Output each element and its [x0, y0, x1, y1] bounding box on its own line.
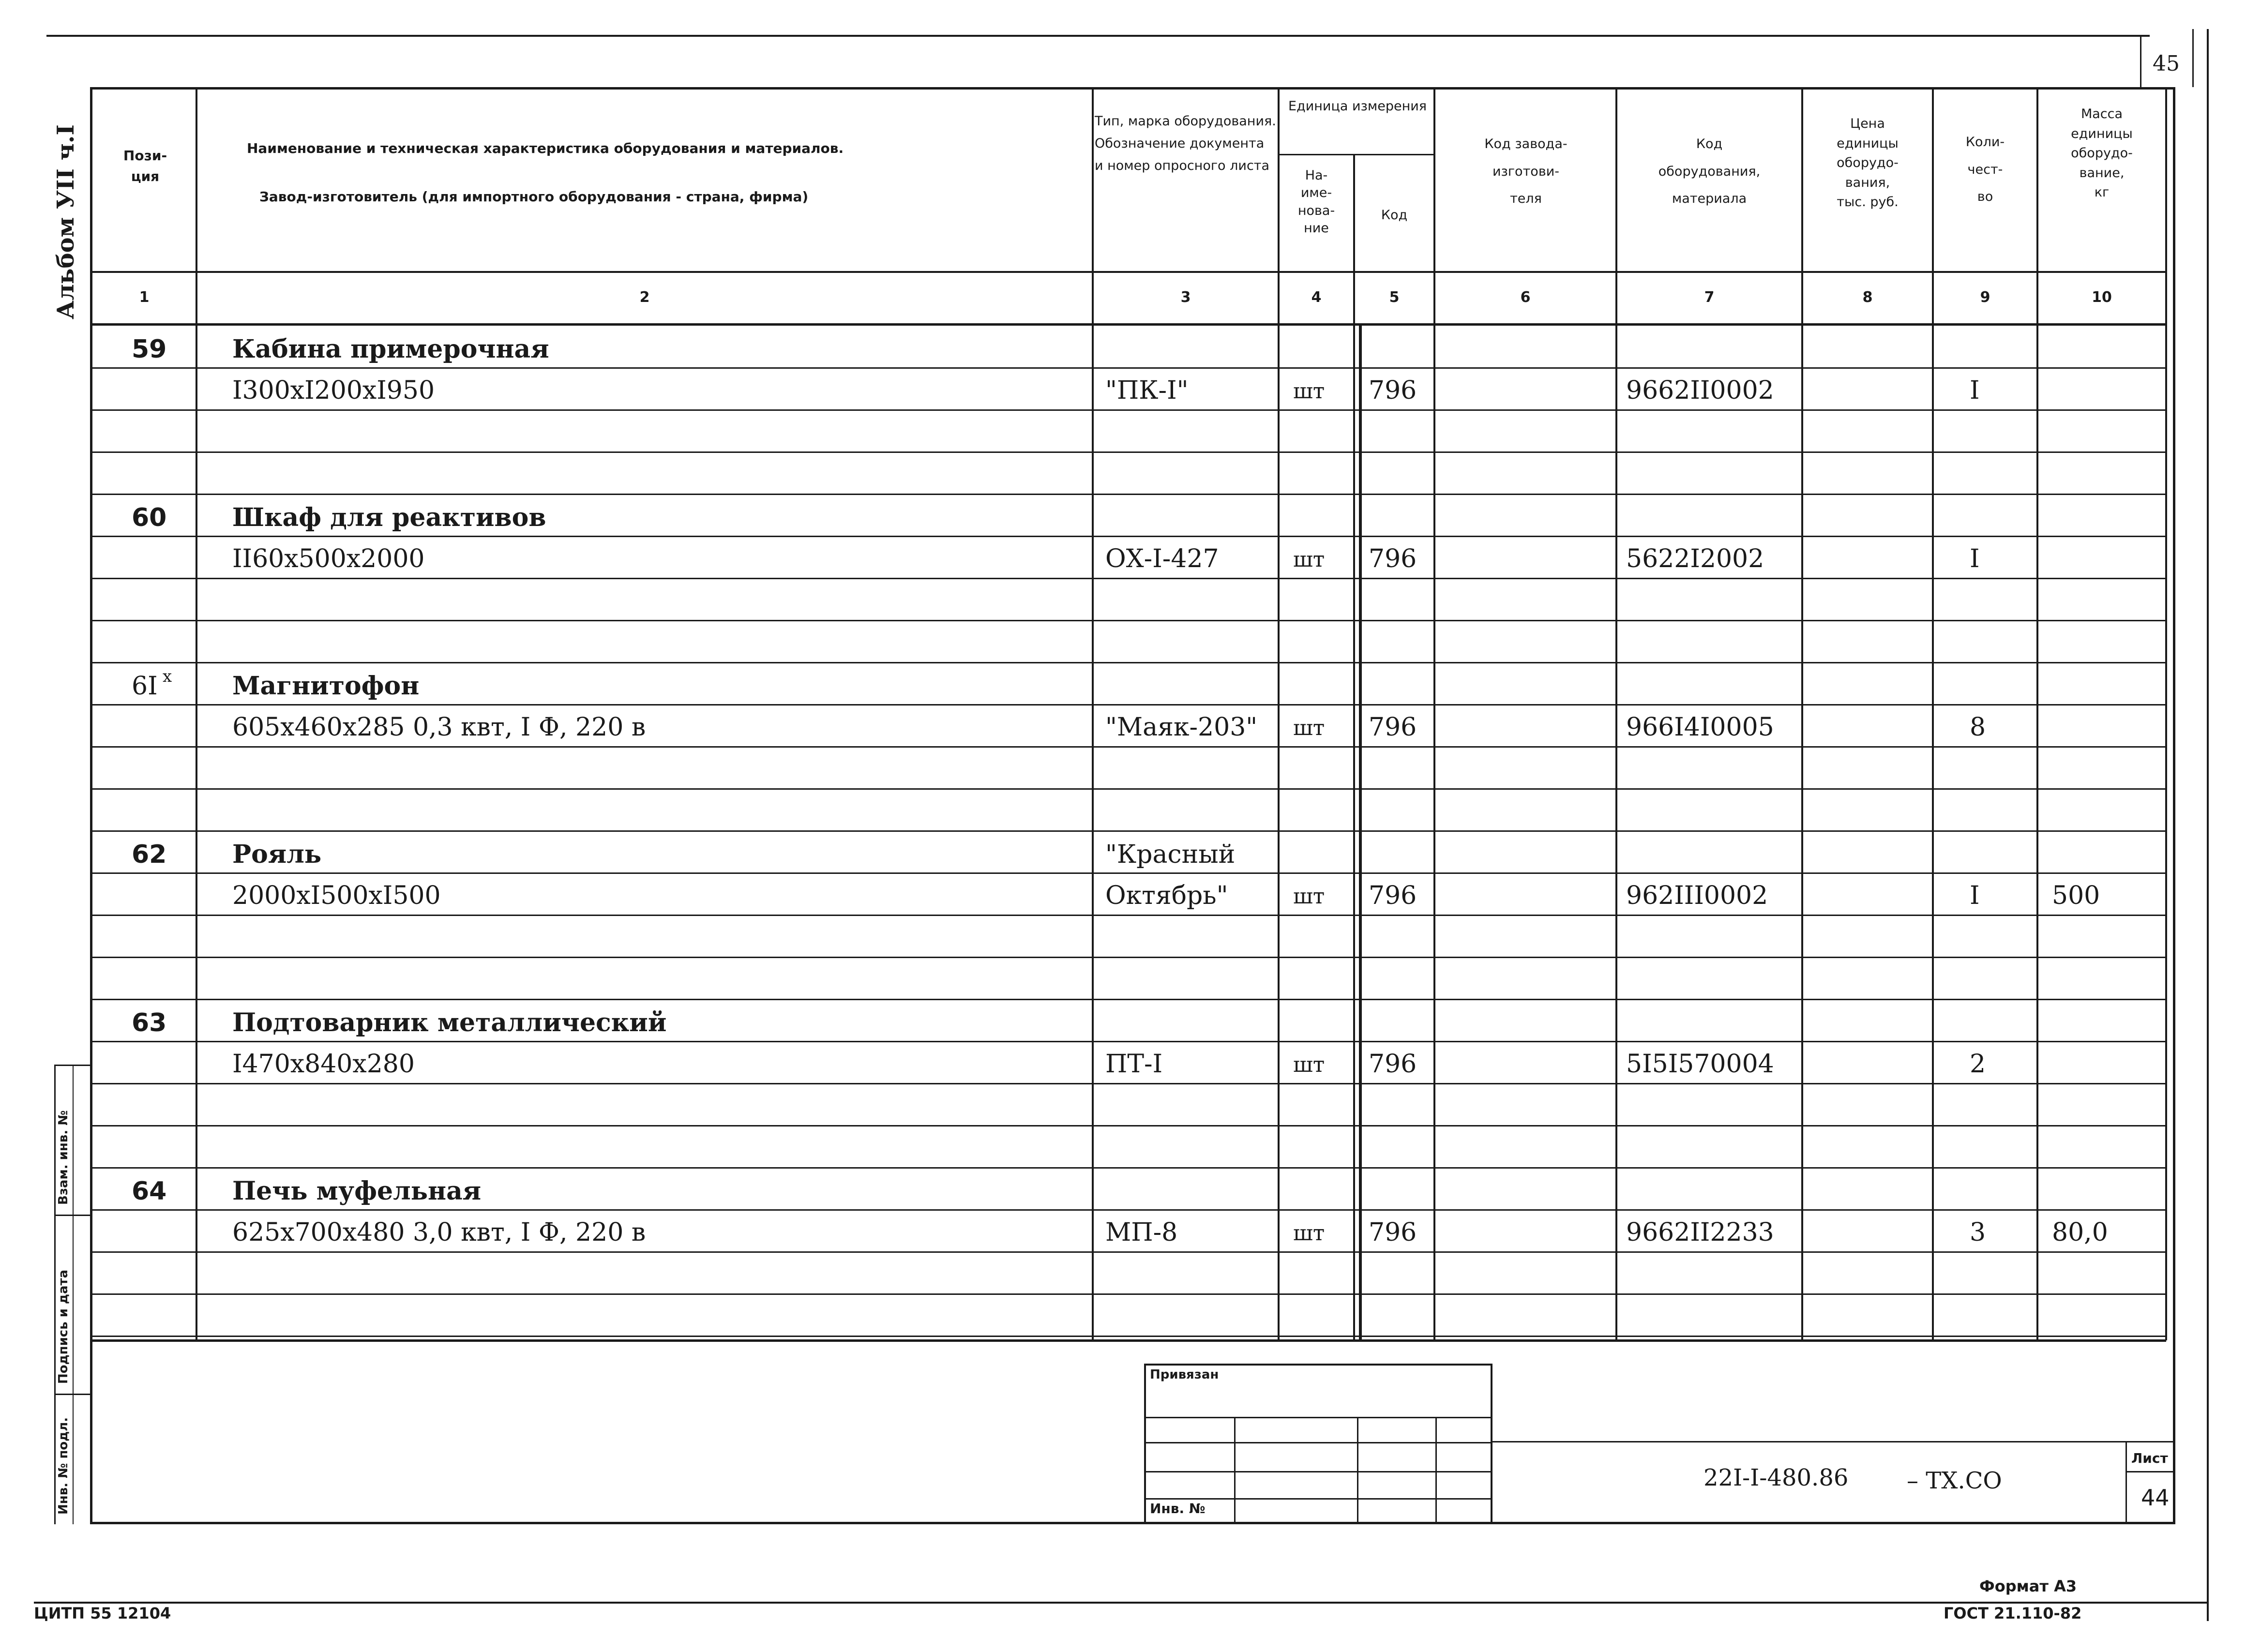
col-sep-6 [1615, 87, 1617, 1340]
item-quantity: 3 [1970, 1218, 1986, 1247]
colnum-8: 8 [1862, 289, 1873, 306]
frame-right [2173, 87, 2175, 1524]
row-rule [90, 536, 2166, 537]
item-spec: II60x500x2000 [232, 544, 425, 573]
side-stamp-inv: Инв. № подл. [56, 1417, 71, 1515]
item-unit: шт [1293, 1221, 1325, 1246]
table-bottom-rule [90, 1339, 2166, 1342]
item-equipment-code: 5I5I570004 [1626, 1050, 1774, 1079]
item-unit: шт [1293, 547, 1325, 572]
row-rule [90, 1209, 2166, 1211]
row-rule [90, 578, 2166, 579]
top-rule [46, 35, 2150, 37]
doc-box-top [1492, 1441, 2174, 1442]
colnum-10: 10 [2092, 289, 2112, 306]
item-position: 64 [132, 1177, 167, 1206]
item-spec: 625x700x480 3,0 квт, I Ф, 220 в [232, 1218, 646, 1247]
col-sep-2 [1092, 87, 1094, 1340]
colnum-6: 6 [1520, 289, 1531, 306]
item-name: Кабина примерочная [232, 334, 549, 364]
item-unit: шт [1293, 1052, 1325, 1077]
header-col10: Масса единицы оборудо- вание, кг [2071, 106, 2133, 200]
row-rule [90, 1041, 2166, 1042]
gost-label: ГОСТ 21.110-82 [1944, 1604, 2082, 1622]
row-rule [90, 451, 2166, 453]
row-rule [90, 494, 2166, 495]
colnum-1: 1 [139, 289, 150, 306]
colnum-2: 2 [639, 289, 650, 306]
item-equipment-code: 962III0002 [1626, 881, 1768, 910]
outer-right [2207, 29, 2209, 1621]
doc-suffix: – ТХ.СО [1907, 1467, 2002, 1494]
row-rule [90, 1125, 2166, 1126]
row-rule [90, 788, 2166, 790]
header-col5: Код [1381, 208, 1408, 223]
col-sep-5 [1433, 87, 1435, 1340]
col-sep-3 [1278, 87, 1280, 1340]
side-stamp-left [54, 1065, 56, 1524]
cmtp-label: ЦИТП 55 12104 [34, 1604, 171, 1622]
item-equipment-code: 966I4I0005 [1626, 713, 1774, 742]
item-unit-code: 796 [1369, 1050, 1417, 1079]
item-quantity: I [1970, 544, 1980, 573]
row-rule [90, 1336, 2166, 1337]
colnum-7: 7 [1704, 289, 1715, 306]
side-stamp-vzam: Взам. инв. № [56, 1110, 71, 1205]
item-quantity: I [1970, 881, 1980, 910]
item-type-line1: "Красный [1105, 840, 1236, 869]
item-type-line2: ПТ-I [1105, 1050, 1163, 1079]
item-quantity: 8 [1970, 713, 1986, 742]
item-name: Шкаф для реактивов [232, 503, 546, 532]
item-position-mark: х [163, 667, 172, 686]
pagebox-left [2140, 35, 2141, 87]
row-rule [90, 620, 2166, 621]
item-unit: шт [1293, 884, 1325, 909]
header-col2-line2: Завод-изготовитель (для импортного оборудования - страна, фирма) [259, 189, 809, 205]
item-name: Печь муфельная [232, 1176, 482, 1206]
header-col7: Код оборудования, материала [1658, 136, 1761, 207]
row-rule [90, 409, 2166, 411]
col-sep-7 [1801, 87, 1803, 1340]
album-label: Альбом УII ч.I [52, 124, 79, 319]
stamp-rule-1 [1144, 1417, 1492, 1418]
row-rule [90, 999, 2166, 1000]
item-unit: шт [1293, 379, 1325, 404]
item-unit-code: 796 [1369, 544, 1417, 573]
item-position: 6I [132, 672, 158, 701]
sheet-box-mid [2125, 1471, 2174, 1472]
item-equipment-code: 9662II0002 [1626, 376, 1774, 405]
format-label: Формат А3 [1979, 1577, 2077, 1595]
col-sep-9 [2036, 87, 2038, 1340]
item-name: Подтоварник металлический [232, 1008, 667, 1037]
sheet-number: 44 [2141, 1485, 2170, 1511]
colnum-bottom-rule [90, 323, 2166, 326]
row-rule [90, 1293, 2166, 1295]
item-unit: шт [1293, 716, 1325, 740]
item-position: 60 [132, 503, 167, 532]
row-rule [90, 957, 2166, 958]
side-stamp-right [90, 1065, 92, 1524]
item-spec: I300xI200xI950 [232, 376, 435, 405]
row-rule [90, 830, 2166, 832]
pagebox-right [2192, 29, 2194, 87]
item-spec: I470x840x280 [232, 1050, 415, 1079]
inv-label: Инв. № [1150, 1501, 1206, 1517]
item-type-line2: "ПК-I" [1105, 376, 1189, 405]
outer-bottom [34, 1602, 2209, 1604]
col-sep-4b [1359, 324, 1362, 1340]
col-sep-1 [196, 87, 197, 1340]
item-unit-code: 796 [1369, 376, 1417, 405]
header-bottom-rule [90, 271, 2166, 273]
item-spec: 2000xI500xI500 [232, 881, 441, 910]
stamp-vsep-2 [1357, 1417, 1358, 1523]
item-type-line2: МП-8 [1105, 1218, 1178, 1247]
sheet-box-left [2125, 1441, 2127, 1523]
col-sep-8 [1932, 87, 1934, 1340]
item-position: 63 [132, 1008, 167, 1037]
item-quantity: I [1970, 376, 1980, 405]
row-rule [90, 872, 2166, 874]
item-unit-code: 796 [1369, 881, 1417, 910]
header-col9: Коли- чест- во [1965, 135, 2005, 205]
stamp-box-top [1144, 1364, 1492, 1366]
item-spec: 605x460x285 0,3 квт, I Ф, 220 в [232, 713, 646, 742]
row-rule [90, 704, 2166, 706]
stamp-rule-2 [1144, 1442, 1492, 1443]
side-stamp-sign: Подпись и дата [56, 1269, 71, 1384]
stamp-vsep-1 [1234, 1417, 1236, 1523]
row-rule [90, 1167, 2166, 1169]
header-col1: Пози- ция [123, 148, 167, 185]
colnum-4: 4 [1311, 289, 1322, 306]
item-equipment-code: 5622I2002 [1626, 544, 1764, 573]
sheet-label: Лист [2131, 1450, 2168, 1466]
page-number: 45 [2153, 51, 2180, 76]
header-col3: Тип, марка оборудования. Обозначение документа и номер опросного листа [1095, 114, 1276, 173]
row-rule [90, 1251, 2166, 1253]
colnum-5: 5 [1389, 289, 1400, 306]
unit-group-rule [1278, 154, 1435, 155]
item-unit-code: 796 [1369, 713, 1417, 742]
header-col6: Код завода- изготови- теля [1484, 136, 1568, 207]
item-type-line2: "Маяк-203" [1105, 713, 1258, 742]
item-name: Магнитофон [232, 671, 420, 701]
colnum-3: 3 [1180, 289, 1191, 306]
row-rule [90, 1083, 2166, 1084]
privyazan-label: Привязан [1150, 1367, 1219, 1382]
item-mass: 500 [2052, 881, 2100, 910]
header-col45-group: Единица измерения [1288, 99, 1427, 114]
row-rule [90, 662, 2166, 663]
item-name: Рояль [232, 840, 322, 869]
doc-code: 22I-I-480.86 [1703, 1464, 1849, 1491]
item-type-line2: ОХ-I-427 [1105, 544, 1219, 573]
item-quantity: 2 [1970, 1050, 1986, 1079]
item-type-line2: Октябрь" [1105, 881, 1228, 910]
item-position: 59 [132, 335, 167, 364]
row-rule [90, 915, 2166, 916]
frame-bottom [90, 1522, 2175, 1524]
item-equipment-code: 9662II2233 [1626, 1218, 1774, 1247]
item-position: 62 [132, 840, 167, 869]
row-rule [90, 746, 2166, 748]
stamp-rule-4 [1144, 1498, 1492, 1500]
col-sep-4 [1353, 155, 1355, 1340]
stamp-vsep-3 [1435, 1417, 1437, 1523]
side-stamp-inner [73, 1065, 74, 1524]
header-col8: Цена единицы оборудо- вания, тыс. руб. [1837, 116, 1899, 210]
header-col4: На- име- нова- ние [1297, 168, 1335, 236]
stamp-rule-3 [1144, 1471, 1492, 1472]
colnum-9: 9 [1980, 289, 1990, 306]
item-unit-code: 796 [1369, 1218, 1417, 1247]
row-rule [90, 367, 2166, 369]
item-mass: 80,0 [2052, 1218, 2108, 1247]
header-col2-line1: Наименование и техническая характеристика оборудования и материалов. [247, 140, 844, 156]
frame-top [90, 87, 2175, 90]
col-sep-10 [2165, 87, 2167, 1340]
